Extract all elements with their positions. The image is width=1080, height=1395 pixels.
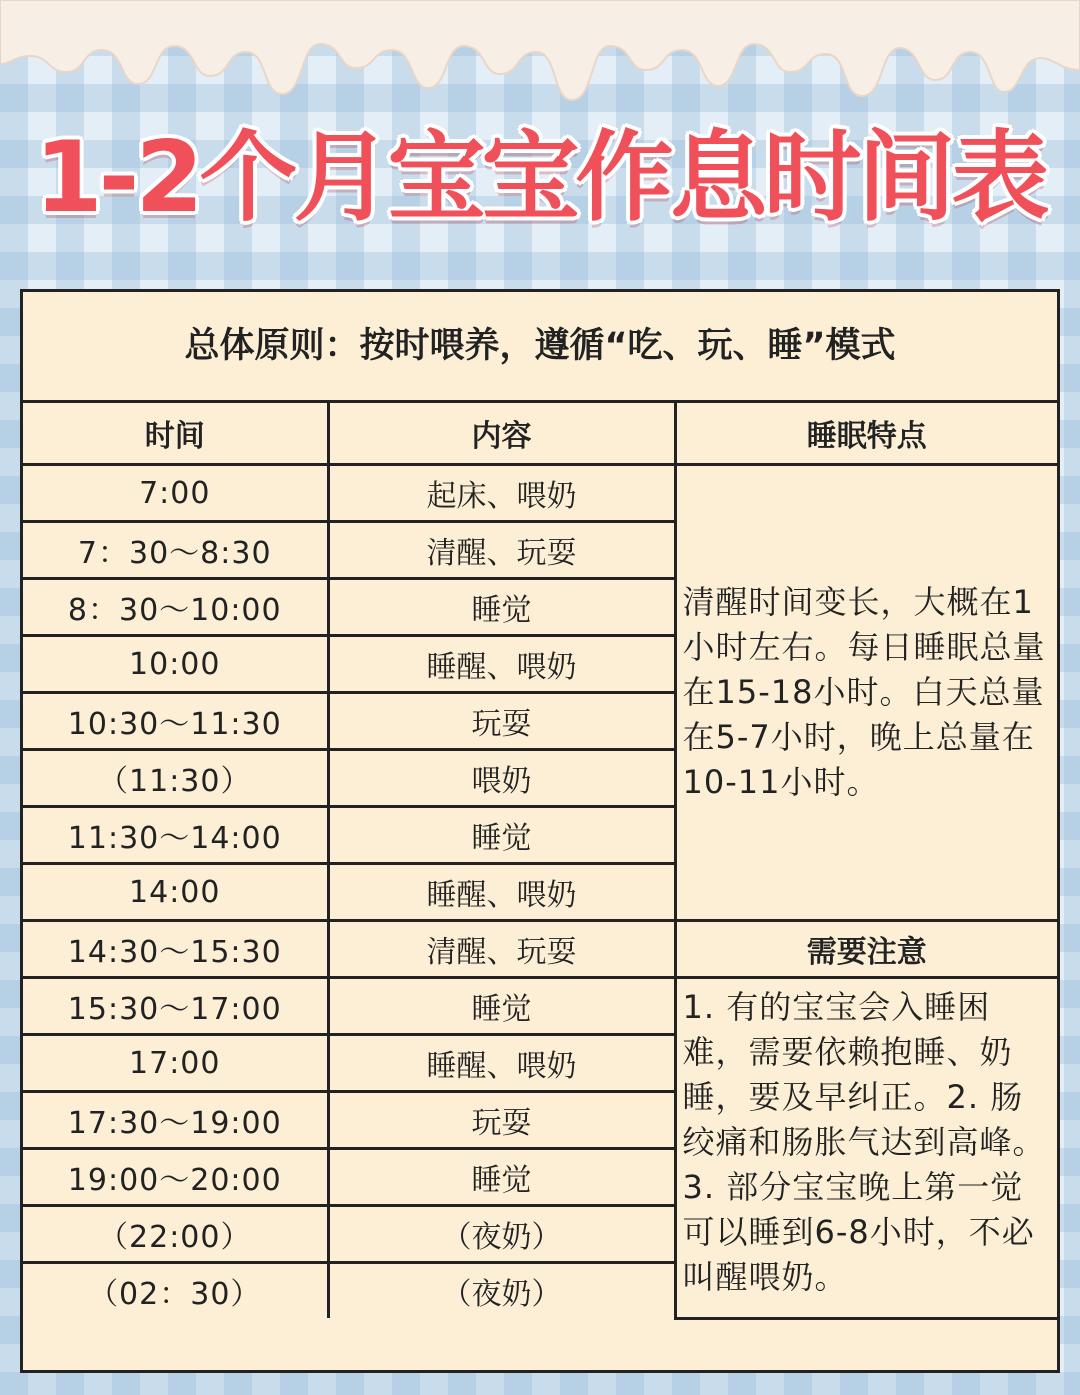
time-cell: 17:00 (23, 1035, 328, 1092)
content-cell: （夜奶） (328, 1263, 675, 1319)
content-cell: 清醒、玩耍 (328, 522, 675, 579)
content-cell: 起床、喂奶 (328, 465, 675, 522)
table-row (23, 465, 1057, 522)
content-cell: 喂奶 (328, 750, 675, 807)
time-cell: 10:00 (23, 636, 328, 693)
sleep-note: 清醒时间变长，大概在1小时左右。每日睡眠总量在15-18小时。白天总量在5-7小时，晚上总量在10-11小时。 (675, 465, 1057, 921)
time-cell: 17:30～19:00 (23, 1092, 328, 1149)
time-cell: 7:00 (23, 465, 328, 522)
table-row (23, 978, 1057, 1035)
general-principle: 总体原则：按时喂养，遵循“吃、玩、睡”模式 (184, 326, 896, 366)
content-cell: 睡觉 (328, 579, 675, 636)
time-cell: 14:00 (23, 864, 328, 921)
time-cell: 11:30～14:00 (23, 807, 328, 864)
table-row (23, 921, 1057, 978)
schedule-table (23, 400, 1057, 1320)
time-cell: 7：30～8:30 (23, 522, 328, 579)
content-cell: （夜奶） (328, 1206, 675, 1263)
time-cell: （22:00） (23, 1206, 328, 1263)
time-cell: 14:30～15:30 (23, 921, 328, 978)
header-time: 时间 (23, 402, 328, 465)
content-cell: 睡觉 (328, 807, 675, 864)
page-title: 1-2个月宝宝作息时间表 (34, 121, 1046, 235)
time-cell: 8：30～10:00 (23, 579, 328, 636)
content-cell: 睡觉 (328, 978, 675, 1035)
attention-header: 需要注意 (675, 921, 1057, 978)
content-cell: 睡醒、喂奶 (328, 636, 675, 693)
content-cell: 玩耍 (328, 693, 675, 750)
content-cell: 清醒、玩耍 (328, 921, 675, 978)
content-cell: 睡觉 (328, 1149, 675, 1206)
header-content: 内容 (328, 402, 675, 465)
attention-note: 1. 有的宝宝会入睡困难，需要依赖抱睡、奶睡，要及早纠正。2. 肠绞痛和肠胀气达到高峰。3. 部分宝宝晚上第一觉可以睡到6-8小时，不必叫醒喂奶。 (675, 978, 1057, 1319)
time-cell: （02：30） (23, 1263, 328, 1319)
time-cell: 10:30～11:30 (23, 693, 328, 750)
header-sleep: 睡眠特点 (675, 402, 1057, 465)
time-cell: （11:30） (23, 750, 328, 807)
content-cell: 睡醒、喂奶 (328, 864, 675, 921)
content-cell: 玩耍 (328, 1092, 675, 1149)
time-cell: 15:30～17:00 (23, 978, 328, 1035)
schedule-sheet (20, 289, 1060, 1373)
content-cell: 睡醒、喂奶 (328, 1035, 675, 1092)
time-cell: 19:00～20:00 (23, 1149, 328, 1206)
